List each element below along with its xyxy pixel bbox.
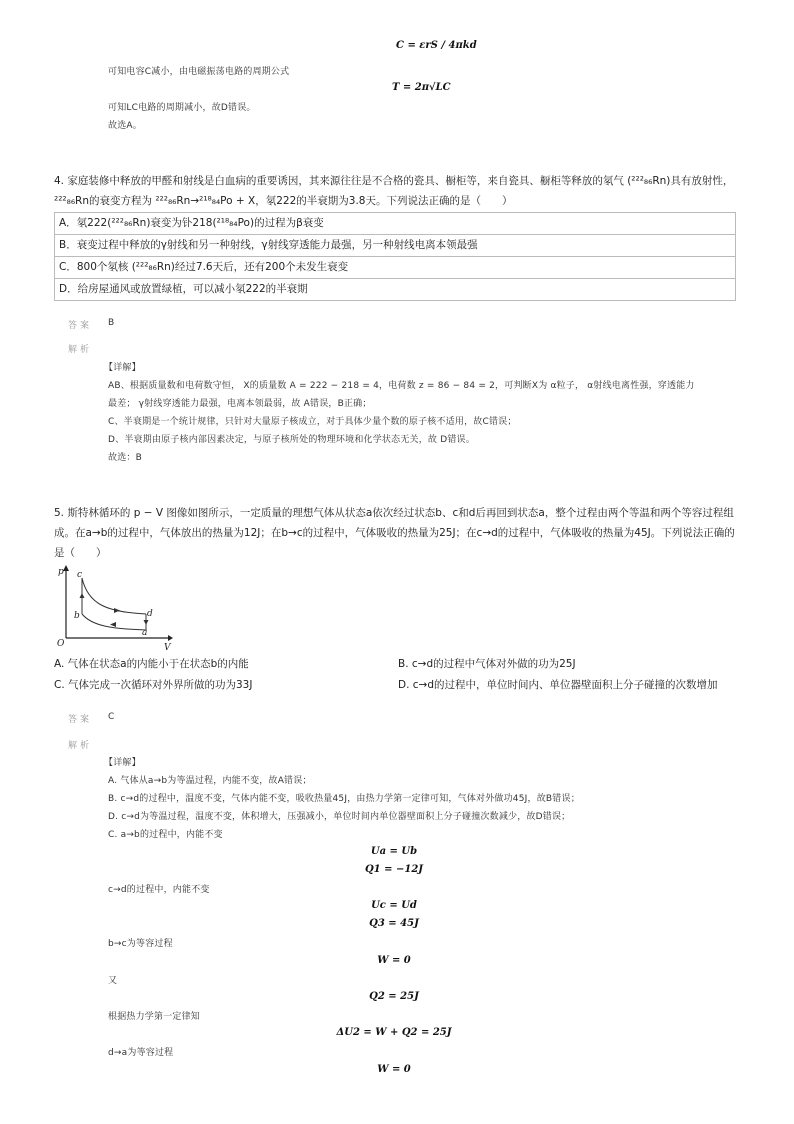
point-a-label: a (142, 628, 148, 638)
detail-title: 【详解】 (104, 363, 141, 373)
equation: Q2 = 25J (369, 991, 419, 1002)
option-d[interactable]: D. c→d的过程中，单位时间内、单位器壁面积上分子碰撞的次数增加 (398, 679, 718, 691)
detail-line: B. c→d的过程中，温度不变，气体内能不变，吸收热量45J，由热力学第一定律可知，气体对外做功45J，故B错误； (108, 794, 580, 804)
option-b[interactable]: B．衰变过程中释放的γ射线和另一种射线，γ射线穿透能力最强，另一种射线电离本领最强 (55, 235, 735, 257)
question-4-stem: 4. 家庭装修中释放的甲醛和射线是白血病的重要诱因，其来源往往是不合格的瓷具、橱柜等，来自瓷具、橱柜等释放的氡气 (²²²₈₆Rn)具有放射性， (54, 175, 734, 187)
detail-line: c→d的过程中，内能不变 (108, 885, 210, 895)
answer-label: 答案 (68, 715, 93, 725)
question-4-options (54, 212, 736, 301)
p-axis-arrow (63, 565, 69, 571)
v-axis-arrow (168, 635, 173, 641)
answer-value: B (108, 318, 115, 328)
period-formula: T = 2π√LC (392, 82, 451, 93)
equation: Q3 = 45J (369, 918, 419, 929)
text-line: 可知LC电路的周期减小，故D错误。 (108, 103, 256, 113)
arrow-da (144, 620, 149, 625)
equation: Q1 = −12J (364, 864, 424, 875)
analysis-label: 解析 (68, 345, 93, 355)
origin-label: O (57, 639, 65, 649)
arrow-bc (80, 593, 85, 598)
arrow-cd (114, 608, 120, 613)
detail-line: AB、根据质量数和电荷数守恒， X的质量数 A = 222 − 218 = 4，电荷数 z = 86 − 84 = 2，可判断X为 α粒子， α射线电离性强，穿透能力 (108, 381, 695, 391)
option-a[interactable]: A. 气体在状态a的内能小于在状态b的内能 (54, 658, 249, 670)
option-b[interactable]: B. c→d的过程中气体对外做的功为25J (398, 658, 576, 670)
text-line: 可知电容C减小，由电磁振荡电路的周期公式 (108, 67, 290, 77)
arrow-ab (110, 622, 116, 627)
equation: Ua = Ub (370, 846, 418, 857)
detail-line: 又 (108, 976, 118, 986)
answer-value: C (108, 712, 115, 722)
equation: ΔU2 = W + Q2 = 25J (336, 1027, 452, 1038)
point-d-label: d (147, 609, 153, 619)
option-a[interactable]: A．氡222(²²²₈₆Rn)衰变为钋218(²¹⁸₈₄Po)的过程为β衰变 (55, 213, 735, 235)
question-5-stem: 5. 斯特林循环的 p − V 图像如图所示，一定质量的理想气体从状态a依次经过状态b、c和d后再回到状态a，整个过程由两个等温和两个等容过程组 (54, 507, 734, 519)
detail-line: 根据热力学第一定律知 (108, 1012, 201, 1022)
equation: W = 0 (377, 955, 411, 966)
detail-line: D. c→d为等温过程，温度不变，体积增大，压强减小，单位时间内单位器壁面积上分子碰撞次数减少，故D错误； (108, 812, 571, 822)
analysis-label: 解析 (68, 741, 93, 751)
detail-line: D、半衰期由原子核内部因素决定，与原子核所处的物理环境和化学状态无关，故 D错误。 (108, 435, 475, 445)
option-c[interactable]: C．800个氡核 (²²²₈₆Rn)经过7.6天后，还有200个未发生衰变 (55, 257, 735, 279)
answer-label: 答案 (68, 321, 93, 331)
detail-title: 【详解】 (104, 758, 141, 768)
question-5-stem: 是（ ） (54, 547, 107, 559)
point-c-label: c (77, 570, 83, 580)
detail-line: A. 气体从a→b为等温过程，内能不变，故A错误； (108, 776, 312, 786)
detail-line: 故选：B (108, 453, 142, 463)
detail-line: C. a→b的过程中，内能不变 (108, 830, 223, 840)
equation: Uc = Ud (371, 900, 417, 911)
capacitance-formula: C = εrS / 4πkd (396, 40, 477, 51)
text-line: 故选A。 (108, 121, 142, 131)
pv-diagram (54, 562, 174, 654)
p-axis-label: p (58, 567, 64, 577)
detail-line: b→c为等容过程 (108, 939, 173, 949)
detail-line: C、半衰期是一个统计规律，只针对大量原子核成立，对于具体少量个数的原子核不适用，故C错误； (108, 417, 517, 427)
detail-line: 最差； γ射线穿透能力最强，电离本领最弱，故 A错误，B正确； (108, 399, 372, 409)
option-c[interactable]: C. 气体完成一次循环对外界所做的功为33J (54, 679, 253, 691)
isotherm-ba (82, 614, 146, 630)
equation: W = 0 (377, 1064, 411, 1075)
option-d[interactable]: D．给房屋通风或放置绿植，可以减小氡222的半衰期 (59, 283, 308, 295)
question-5-stem: 成。在a→b的过程中，气体放出的热量为12J；在b→c的过程中，气体吸收的热量为25J；在c→d的过程中，气体吸收的热量为45J。下列说法正确的 (54, 527, 735, 539)
question-4-stem: ²²²₈₆Rn的衰变方程为 ²²²₈₆Rn→²¹⁸₈₄Po + X，氡222的半衰期为3.8天。下列说法正确的是（ ） (54, 195, 513, 207)
detail-line: d→a为等容过程 (108, 1048, 174, 1058)
v-axis-label: V (164, 643, 171, 653)
point-b-label: b (74, 611, 80, 621)
